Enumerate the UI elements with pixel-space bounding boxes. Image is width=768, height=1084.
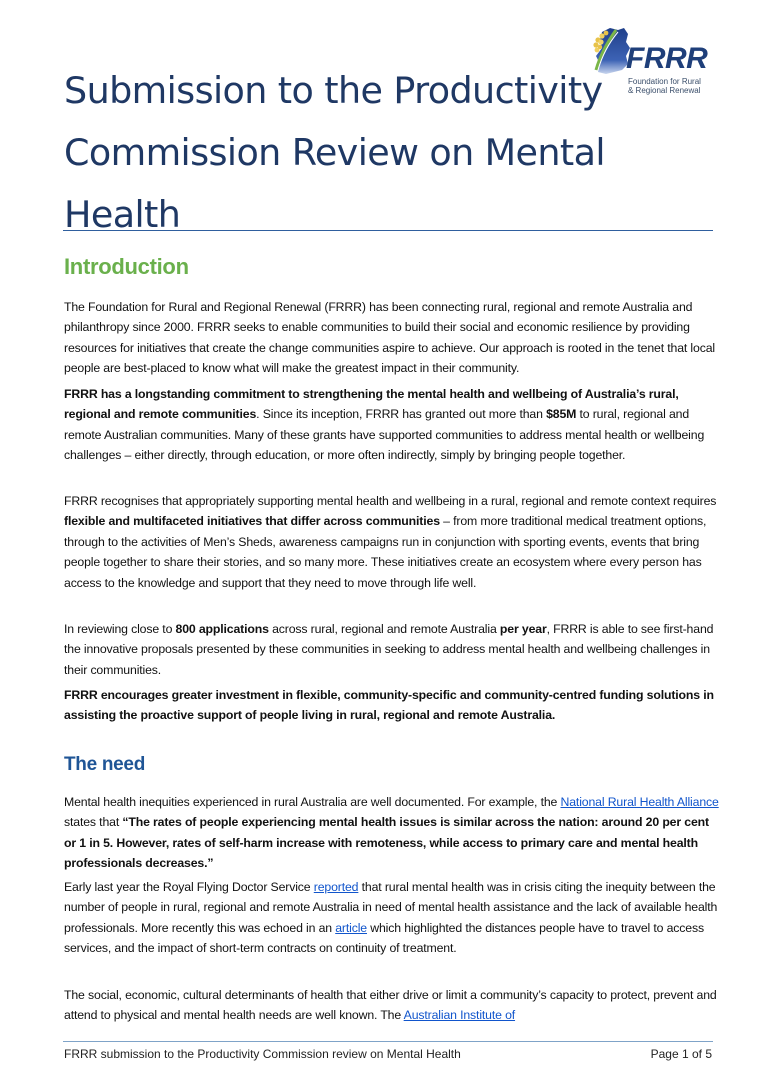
logo-tagline-line2: & Regional Renewal xyxy=(628,86,701,95)
page-number: Page 1 of 5 xyxy=(650,1047,712,1061)
text: . Since its inception, FRRR has granted out more than xyxy=(256,407,547,422)
link-reported[interactable]: reported xyxy=(313,880,359,894)
text: which highlighted the distances people have to travel to access services, and the impact of short-term contracts on continuity of treatment. xyxy=(64,920,704,956)
intro-paragraph-3 xyxy=(64,491,720,593)
text: to rural, regional and remote Australian communities. Many of these grants have supported communities to address mental health or wellbeing challenges – either directly, through education, or more often indirectly, simply by bringing people together. xyxy=(64,407,705,463)
need-paragraph-1 xyxy=(64,792,720,874)
text: FRRR recognises that appropriately supporting mental health and wellbeing in a rural, regional and remote context requires xyxy=(64,494,717,508)
logo-tagline-line1: Foundation for Rural xyxy=(628,77,701,86)
link-national-rural-health-alliance[interactable]: National Rural Health Alliance xyxy=(560,795,719,809)
text: states that xyxy=(64,815,123,830)
document-title: Submission to the Productivity Commission Review on Mental Health xyxy=(64,69,605,236)
need-paragraph-2 xyxy=(64,877,720,959)
link-australian-institute[interactable]: Australian Institute of xyxy=(403,1008,516,1023)
text: that rural mental health was in crisis citing the inequity between the number of people in rural, regional and remote Australia in need of mental health assistance and the lack of available health professionals. More recently this was echoed in an xyxy=(64,880,718,935)
emphasis: flexible and multifaceted initiatives that differ across communities xyxy=(64,514,440,529)
text: Early last year the Royal Flying Doctor Service xyxy=(64,880,314,894)
heading-the-need: The need xyxy=(64,754,146,775)
emphasis: 800 applications xyxy=(175,622,269,636)
intro-paragraph-5: FRRR encourages greater investment in flexible, community-specific and community-centred funding solutions in assisting the proactive support of people living in rural, regional and remote Australia. xyxy=(64,688,714,723)
emphasis: $85M xyxy=(546,407,577,422)
link-article[interactable]: article xyxy=(335,920,367,935)
intro-paragraph-1: The Foundation for Rural and Regional Renewal (FRRR) has been connecting rural, regional and remote Australia and philanthropy since 2000. FRRR seeks to enable communities to build their social and economic resilience by providing resources for initiatives that create the change communities aspire to achieve. Our approach is rooted in the tenet that local people are best-placed to know what will make the greatest impact in their community. xyxy=(64,300,715,376)
heading-introduction: Introduction xyxy=(64,254,189,279)
quote: “The rates of people experiencing mental health issues is similar across the nation: around 20 per cent or 1 in 5. However, rates of self-harm increase with remoteness, while access to primary care and mental health professionals decreases.” xyxy=(64,815,709,871)
footer-title: FRRR submission to the Productivity Commission review on Mental Health xyxy=(64,1047,461,1061)
intro-paragraph-4 xyxy=(64,619,720,680)
emphasis: per year xyxy=(499,622,547,636)
emphasis: FRRR has a longstanding commitment to strengthening the mental health and wellbeing of Australia’s rural, regional and remote communities xyxy=(64,387,679,422)
text: – from more traditional medical treatment options, through to the activities of Men’s Sheds, awareness campaigns run in conjunction with sporting events, events that bring people together to share their stories, and so many more. These initiatives create an ecosystem where every person has access to the knowledge and support that they need to move through life well. xyxy=(64,514,707,590)
footer-divider xyxy=(63,1041,713,1042)
title-divider xyxy=(63,230,713,231)
intro-paragraph-2 xyxy=(64,384,720,466)
logo-wordmark: FRRR xyxy=(626,42,708,75)
need-paragraph-3 xyxy=(64,985,720,1026)
text: In reviewing close to xyxy=(64,622,176,636)
text: across rural, regional and remote Australia xyxy=(268,622,500,636)
text: Mental health inequities experienced in rural Australia are well documented. For example, the xyxy=(64,795,561,809)
text: The social, economic, cultural determinants of health that either drive or limit a community’s capacity to protect, prevent and attend to physical and mental health needs are well known. The xyxy=(64,988,717,1023)
text: , FRRR is able to see first-hand the innovative proposals presented by these communities in seeking to address mental health and wellbeing challenges in their communities. xyxy=(64,622,714,677)
